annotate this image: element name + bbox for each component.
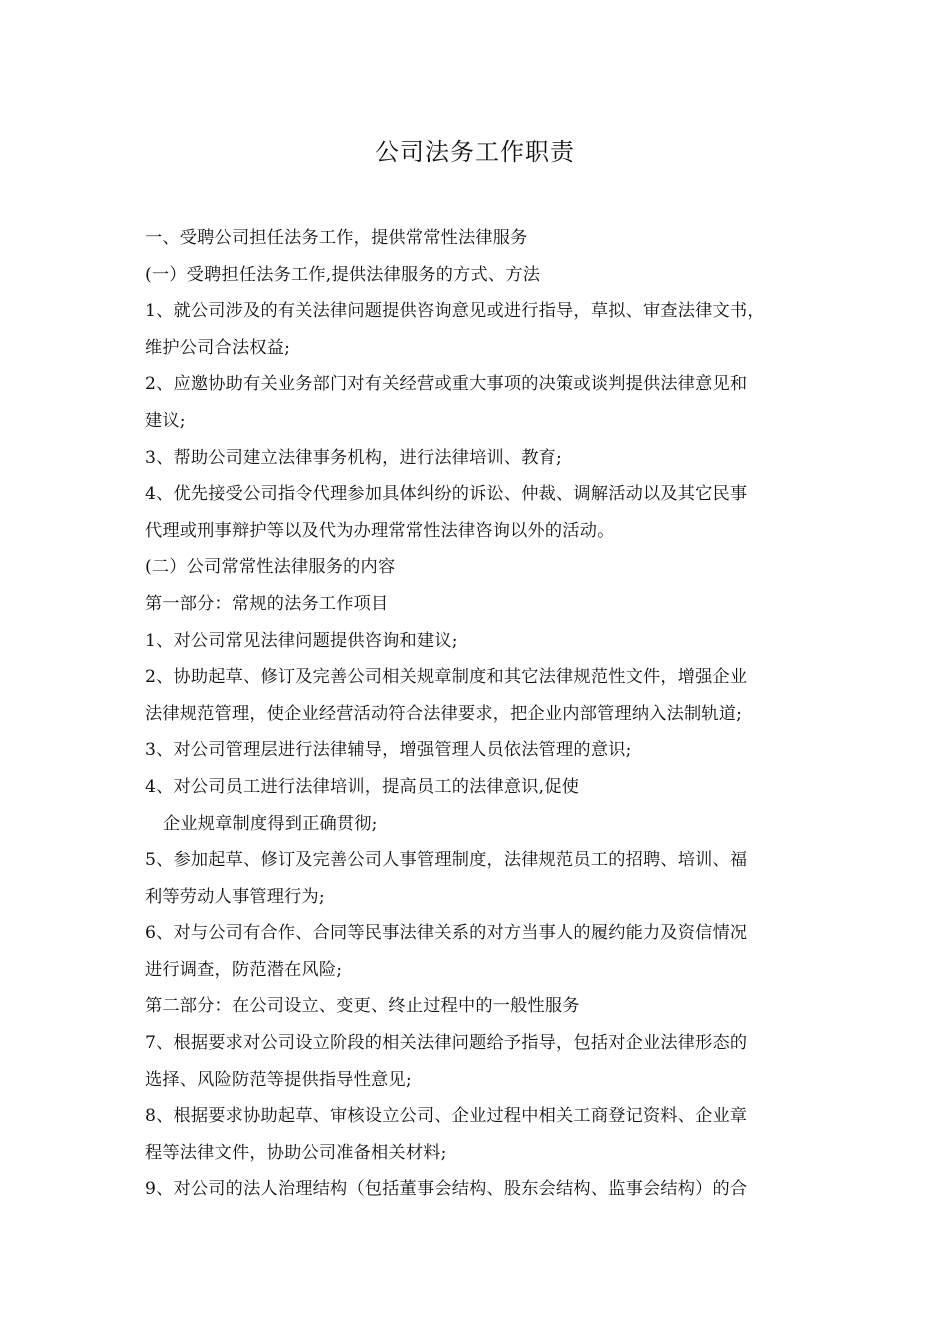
part-heading: 第二部分：在公司设立、变更、终止过程中的一般性服务 [145, 996, 580, 1017]
paragraph-line: 5、参加起草、修订及完善公司人事管理制度，法律规范员工的招聘、培训、福 [145, 850, 748, 871]
document-title: 公司法务工作职责 [375, 138, 575, 166]
paragraph-line: 4、优先接受公司指令代理参加具体纠纷的诉讼、仲裁、调解活动以及其它民事 [145, 484, 748, 505]
paragraph-line: 建议; [145, 410, 186, 431]
paragraph-line: 程等法律文件，协助公司准备相关材料; [145, 1142, 447, 1163]
paragraph-line: 法律规范管理，使企业经营活动符合法律要求，把企业内部管理纳入法制轨道; [145, 703, 743, 724]
paragraph-line: 1、就公司涉及的有关法律问题提供咨询意见或进行指导，草拟、审查法律文书， [145, 301, 765, 322]
paragraph-line: 利等劳动人事管理行为; [145, 886, 325, 907]
paragraph-line: 4、对公司员工进行法律培训，提高员工的法律意识,促使 [145, 776, 580, 797]
paragraph-line: 6、对与公司有合作、合同等民事法律关系的对方当事人的履约能力及资信情况 [145, 923, 748, 944]
paragraph-line: 7、根据要求对公司设立阶段的相关法律问题给予指导，包括对企业法律形态的 [145, 1033, 748, 1054]
paragraph-line-indented: 企业规章制度得到正确贯彻; [163, 813, 378, 834]
paragraph-line: 8、根据要求协助起草、审核设立公司、企业过程中相关工商登记资料、企业章 [145, 1106, 748, 1127]
part-heading: 第一部分：常规的法务工作项目 [145, 593, 389, 614]
paragraph-line: 选择、风险防范等提供指导性意见; [145, 1069, 412, 1090]
paragraph-line: 代理或刑事辩护等以及代为办理常常性法律咨询以外的活动。 [145, 520, 615, 541]
document-body [145, 220, 815, 1208]
paragraph-line: 9、对公司的法人治理结构（包括董事会结构、股东会结构、监事会结构）的合 [145, 1179, 748, 1200]
section-heading: 一、受聘公司担任法务工作，提供常常性法律服务 [145, 228, 528, 248]
subsection-heading: (二）公司常常性法律服务的内容 [145, 557, 396, 578]
paragraph-line: 1、对公司常见法律问题提供咨询和建议; [145, 630, 458, 651]
paragraph-line: 2、应邀协助有关业务部门对有关经营或重大事项的决策或谈判提供法律意见和 [145, 374, 748, 395]
paragraph-line: 进行调查，防范潜在风险; [145, 959, 343, 980]
subsection-heading: (一）受聘担任法务工作,提供法律服务的方式、方法 [145, 264, 541, 285]
paragraph-line: 3、帮助公司建立法律事务机构，进行法律培训、教育; [145, 447, 563, 468]
paragraph-line: 2、协助起草、修订及完善公司相关规章制度和其它法律规范性文件，增强企业 [145, 667, 748, 688]
paragraph-line: 维护公司合法权益; [145, 337, 291, 358]
paragraph-line: 3、对公司管理层进行法律辅导，增强管理人员依法管理的意识; [145, 740, 632, 761]
